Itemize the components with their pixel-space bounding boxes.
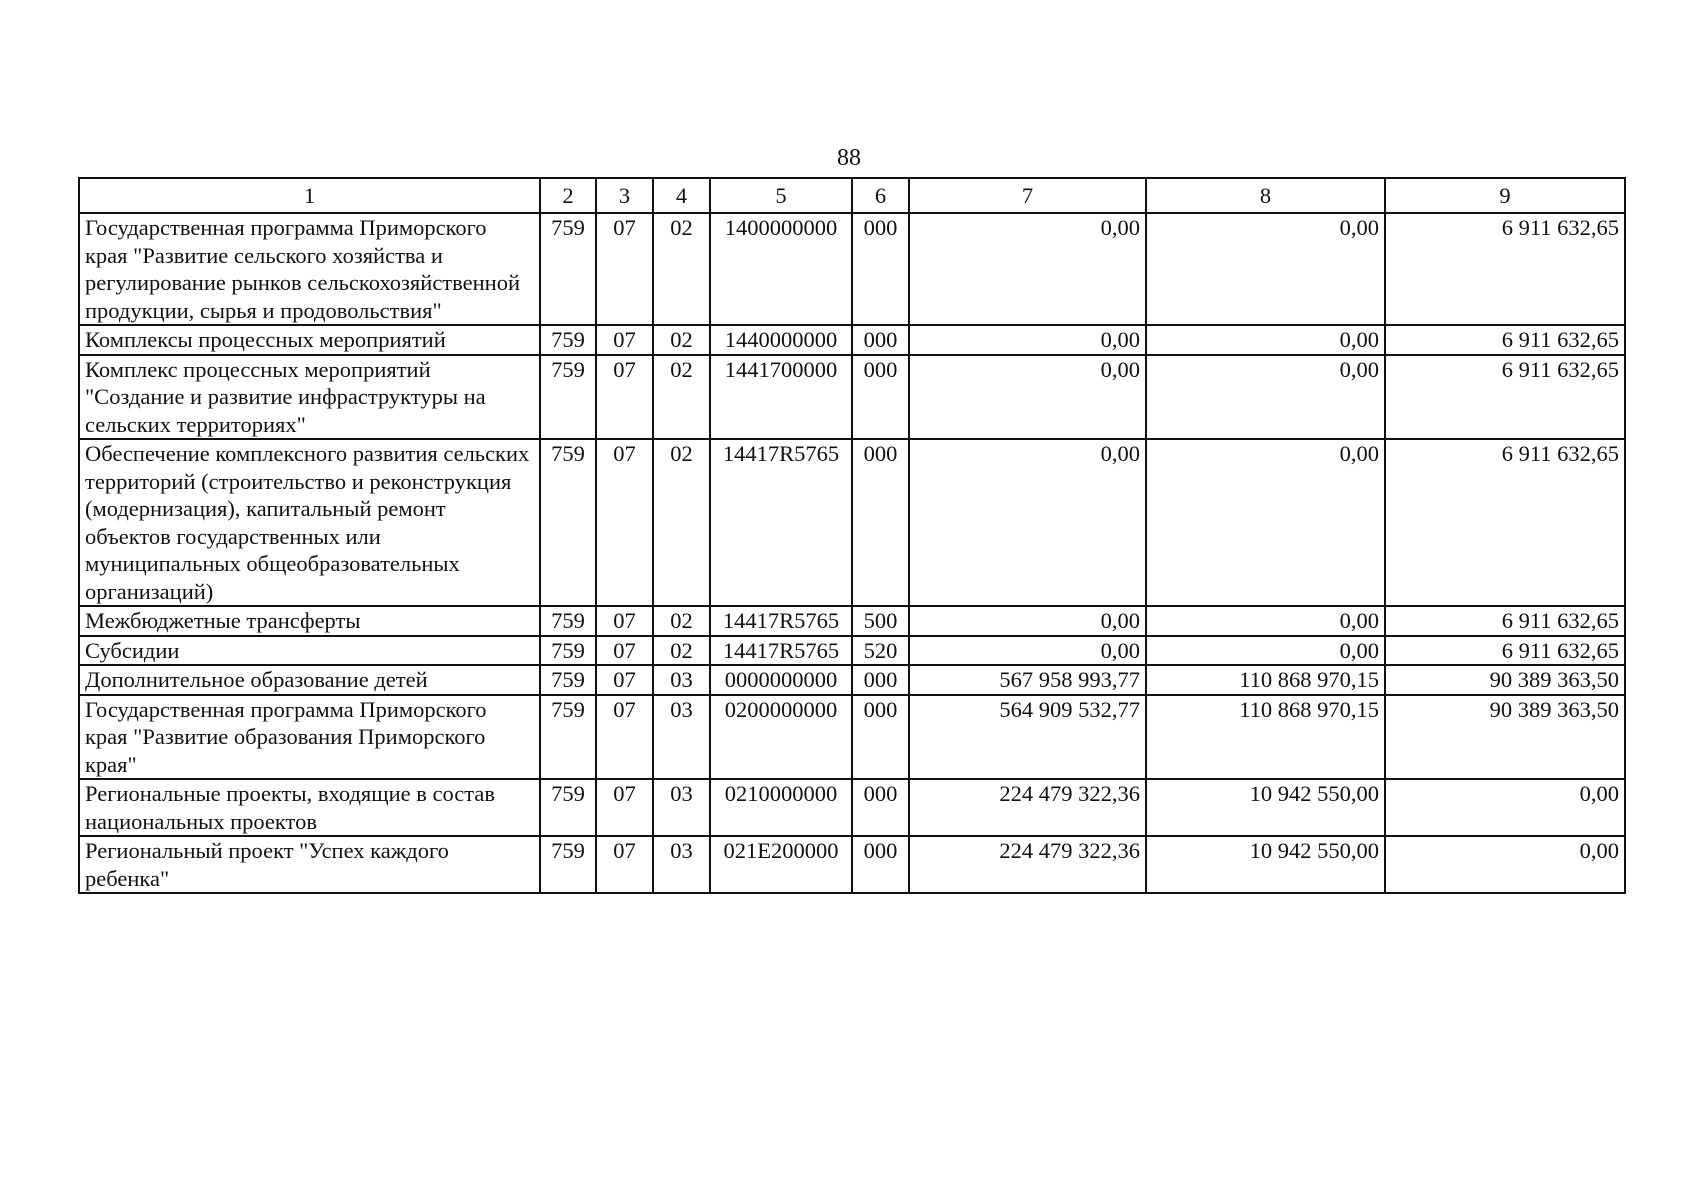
table-body [79,213,1625,893]
column-header-5: 5 [710,178,852,213]
row-subsection-code: 03 [653,836,710,893]
row-name: Дополнительное образование детей [79,665,540,695]
row-section-code: 07 [596,695,653,780]
row-admin-code: 759 [540,439,596,606]
row-expense-type-code: 000 [852,665,909,695]
column-header-6: 6 [852,178,909,213]
row-name: Межбюджетные трансферты [79,606,540,636]
row-section-code: 07 [596,213,653,325]
row-expense-type-code: 000 [852,836,909,893]
row-amount-col8: 0,00 [1146,325,1385,355]
table-row [79,636,1625,666]
row-target-article-code: 14417R5765 [710,439,852,606]
page-number: 88 [837,145,861,171]
row-name: Региональные проекты, входящие в состав национальных проектов [79,779,540,836]
row-admin-code: 759 [540,695,596,780]
row-subsection-code: 02 [653,606,710,636]
row-expense-type-code: 000 [852,695,909,780]
row-target-article-code: 1441700000 [710,355,852,440]
row-subsection-code: 03 [653,779,710,836]
row-subsection-code: 02 [653,355,710,440]
row-section-code: 07 [596,836,653,893]
row-amount-col9: 6 911 632,65 [1385,636,1625,666]
row-name: Обеспечение комплексного развития сельских территорий (строительство и реконструкция (модернизация), капитальный ремонт объектов государственных или муниципальных общеобразовательных организаций) [79,439,540,606]
row-subsection-code: 03 [653,665,710,695]
row-target-article-code: 1440000000 [710,325,852,355]
row-amount-col9: 90 389 363,50 [1385,695,1625,780]
row-target-article-code: 14417R5765 [710,606,852,636]
table-row [79,213,1625,325]
row-amount-col7: 224 479 322,36 [909,836,1146,893]
row-section-code: 07 [596,439,653,606]
column-header-8: 8 [1146,178,1385,213]
row-amount-col8: 110 868 970,15 [1146,695,1385,780]
row-admin-code: 759 [540,213,596,325]
table-row [79,355,1625,440]
row-amount-col7: 0,00 [909,439,1146,606]
row-amount-col8: 0,00 [1146,213,1385,325]
row-target-article-code: 0210000000 [710,779,852,836]
row-admin-code: 759 [540,355,596,440]
column-header-4: 4 [653,178,710,213]
row-name: Комплекс процессных мероприятий "Создание и развитие инфраструктуры на сельских территориях" [79,355,540,440]
row-name: Комплексы процессных мероприятий [79,325,540,355]
table-header [79,178,1625,213]
row-amount-col7: 0,00 [909,636,1146,666]
table-row [79,439,1625,606]
row-amount-col9: 6 911 632,65 [1385,606,1625,636]
column-header-2: 2 [540,178,596,213]
column-header-1: 1 [79,178,540,213]
row-amount-col7: 0,00 [909,325,1146,355]
row-amount-col9: 6 911 632,65 [1385,213,1625,325]
row-expense-type-code: 000 [852,325,909,355]
row-amount-col8: 110 868 970,15 [1146,665,1385,695]
row-amount-col7: 224 479 322,36 [909,779,1146,836]
row-admin-code: 759 [540,779,596,836]
row-target-article-code: 0200000000 [710,695,852,780]
row-name: Государственная программа Приморского края "Развитие образования Приморского края" [79,695,540,780]
row-expense-type-code: 000 [852,355,909,440]
row-target-article-code: 14417R5765 [710,636,852,666]
row-amount-col8: 10 942 550,00 [1146,779,1385,836]
row-expense-type-code: 520 [852,636,909,666]
table-row [79,606,1625,636]
row-admin-code: 759 [540,606,596,636]
column-header-3: 3 [596,178,653,213]
row-expense-type-code: 000 [852,213,909,325]
row-section-code: 07 [596,665,653,695]
row-section-code: 07 [596,355,653,440]
row-admin-code: 759 [540,325,596,355]
row-section-code: 07 [596,325,653,355]
row-amount-col7: 567 958 993,77 [909,665,1146,695]
row-expense-type-code: 000 [852,779,909,836]
row-amount-col8: 0,00 [1146,606,1385,636]
row-name: Субсидии [79,636,540,666]
row-amount-col7: 0,00 [909,606,1146,636]
row-section-code: 07 [596,636,653,666]
row-target-article-code: 0000000000 [710,665,852,695]
row-target-article-code: 021E200000 [710,836,852,893]
row-subsection-code: 02 [653,213,710,325]
row-subsection-code: 02 [653,439,710,606]
table-row [79,779,1625,836]
row-subsection-code: 02 [653,636,710,666]
row-name: Региональный проект "Успех каждого ребенка" [79,836,540,893]
row-amount-col8: 10 942 550,00 [1146,836,1385,893]
row-amount-col7: 0,00 [909,213,1146,325]
row-target-article-code: 1400000000 [710,213,852,325]
header-row [79,178,1625,213]
row-amount-col9: 90 389 363,50 [1385,665,1625,695]
table-row [79,836,1625,893]
row-admin-code: 759 [540,665,596,695]
row-admin-code: 759 [540,836,596,893]
row-subsection-code: 02 [653,325,710,355]
row-subsection-code: 03 [653,695,710,780]
row-amount-col9: 0,00 [1385,836,1625,893]
budget-table [78,177,1626,894]
row-section-code: 07 [596,606,653,636]
column-header-7: 7 [909,178,1146,213]
row-amount-col9: 6 911 632,65 [1385,325,1625,355]
row-name: Государственная программа Приморского края "Развитие сельского хозяйства и регулирование рынков сельскохозяйственной продукции, сырья и продовольствия" [79,213,540,325]
row-expense-type-code: 500 [852,606,909,636]
row-amount-col9: 6 911 632,65 [1385,355,1625,440]
row-amount-col7: 0,00 [909,355,1146,440]
row-amount-col9: 6 911 632,65 [1385,439,1625,606]
table-row [79,665,1625,695]
row-expense-type-code: 000 [852,439,909,606]
row-amount-col8: 0,00 [1146,355,1385,440]
row-admin-code: 759 [540,636,596,666]
column-header-9: 9 [1385,178,1625,213]
table-row [79,325,1625,355]
row-amount-col7: 564 909 532,77 [909,695,1146,780]
row-amount-col8: 0,00 [1146,439,1385,606]
row-amount-col9: 0,00 [1385,779,1625,836]
table-row [79,695,1625,780]
row-section-code: 07 [596,779,653,836]
row-amount-col8: 0,00 [1146,636,1385,666]
